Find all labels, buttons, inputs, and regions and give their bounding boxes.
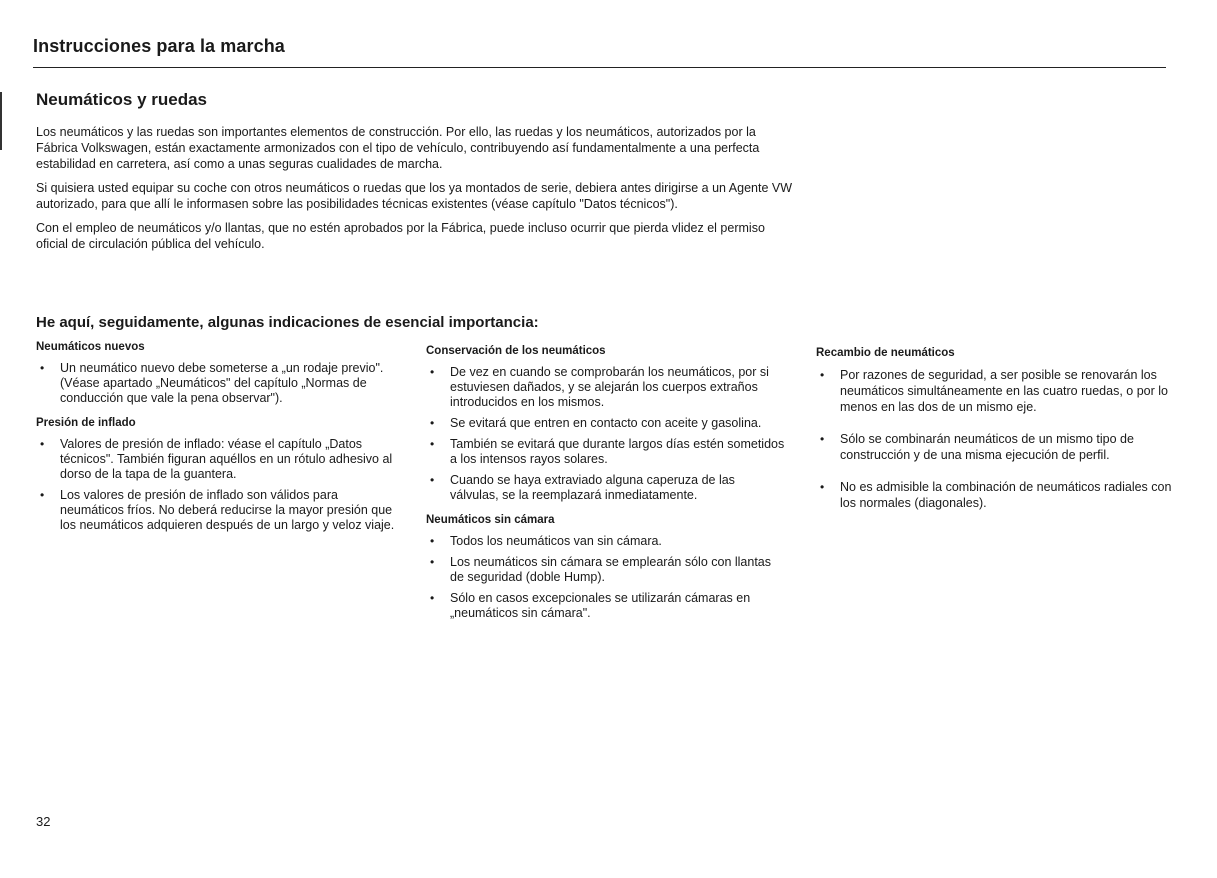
bullet-icon: • [430, 473, 435, 487]
bullet-icon: • [430, 555, 435, 569]
bullet-list [426, 534, 786, 621]
list-item-text: Los neumáticos sin cámara se emplearán sólo con llantas de seguridad (doble Hump). [450, 555, 772, 584]
column-1 [36, 340, 396, 543]
list-item-text: También se evitará que durante largos días estén sometidos a los intensos rayos solares. [450, 437, 785, 466]
list-item [426, 437, 786, 467]
subsection-heading: Neumáticos nuevos [36, 341, 145, 353]
list-item-text: Sólo se combinarán neumáticos de un mismo tipo de construcción y de una misma ejecución de perfil. [840, 432, 1134, 462]
list-item [426, 555, 786, 585]
page-number: 32 [36, 814, 51, 829]
list-item [426, 534, 786, 549]
list-item-text: Se evitará que entren en contacto con aceite y gasolina. [450, 416, 762, 430]
list-item [426, 473, 786, 503]
bullet-icon: • [430, 591, 435, 605]
list-item-text: Todos los neumáticos van sin cámara. [450, 534, 662, 548]
column-3 [816, 346, 1176, 527]
list-item [36, 437, 396, 482]
page-header-title: Instrucciones para la marcha [33, 36, 285, 56]
subsection-heading: Presión de inflado [36, 417, 136, 429]
bullet-icon: • [430, 534, 435, 548]
bullet-list [36, 361, 396, 406]
list-item [426, 365, 786, 410]
bullet-icon: • [40, 488, 45, 502]
intro-paragraph: Con el empleo de neumáticos y/o llantas, que no estén aprobados por la Fábrica, puede incluso ocurrir que pierda vlidez el permiso oficial de circulación pública del vehículo. [36, 221, 765, 251]
bullet-icon: • [430, 416, 435, 430]
list-item [36, 361, 396, 406]
subsection-heading: Conservación de los neumáticos [426, 345, 606, 357]
list-item-text: Por razones de seguridad, a ser posible se renovarán los neumáticos simultáneamente en las cuatro ruedas, o por lo menos en las dos de un mismo eje. [840, 368, 1168, 414]
bullet-icon: • [430, 365, 435, 379]
list-item-text: Valores de presión de inflado: véase el capítulo „Datos técnicos". También figuran aquéllos en un rótulo adhesivo al dorso de la tapa de la guantera. [60, 437, 393, 481]
list-item [426, 416, 786, 431]
intro-paragraph: Los neumáticos y las ruedas son importantes elementos de construcción. Por ello, las ruedas y los neumáticos, autorizados por la Fábrica Volkswagen, están exactamente armonizados con el tipo de vehículo, contribuyendo así fundamentalmente a una perfecta estabilidad en carretera, así como a unas seguras cualidades de marcha. [36, 125, 760, 171]
intro-paragraph: Si quisiera usted equipar su coche con otros neumáticos o ruedas que los ya montados de serie, debiera antes dirigirse a un Agente VW autorizado, para que allí le informasen sobre las posibilidades técnicas existentes (véase capítulo "Datos técnicos"). [36, 181, 792, 211]
list-item [816, 431, 1176, 463]
bullet-icon: • [430, 437, 435, 451]
header-rule [33, 67, 1166, 68]
bullet-icon: • [820, 368, 825, 382]
list-item [426, 591, 786, 621]
bullet-list [426, 365, 786, 503]
section-title: Neumáticos y ruedas [36, 90, 208, 109]
subsection-heading: Recambio de neumáticos [816, 347, 955, 359]
list-item-text: Un neumático nuevo debe someterse a „un rodaje previo". (Véase apartado „Neumáticos" del capítulo „Normas de conducción que vale la pena observar"). [60, 361, 384, 405]
list-item [816, 479, 1176, 511]
column-2 [426, 344, 786, 631]
lead-heading: He aquí, seguidamente, algunas indicaciones de esencial importancia: [36, 314, 539, 331]
subsection-heading: Neumáticos sin cámara [426, 514, 555, 526]
edge-mark [0, 92, 2, 150]
bullet-list [816, 367, 1176, 511]
bullet-icon: • [820, 432, 825, 446]
list-item [816, 367, 1176, 415]
list-item [36, 488, 396, 533]
list-item-text: Sólo en casos excepcionales se utilizarán cámaras en „neumáticos sin cámara". [450, 591, 751, 620]
list-item-text: No es admisible la combinación de neumáticos radiales con los normales (diagonales). [840, 480, 1172, 510]
list-item-text: De vez en cuando se comprobarán los neumáticos, por si estuviesen dañados, y se alejarán los cuerpos extraños introducidos en los mismos. [450, 365, 769, 409]
bullet-icon: • [40, 437, 45, 451]
bullet-icon: • [40, 361, 45, 375]
bullet-list [36, 437, 396, 533]
list-item-text: Cuando se haya extraviado alguna caperuza de las válvulas, se la reemplazará inmediatamente. [450, 473, 735, 502]
bullet-icon: • [820, 480, 825, 494]
list-item-text: Los valores de presión de inflado son válidos para neumáticos fríos. No deberá reducirse la mayor presión que los neumáticos adquieren después de un largo y veloz viaje. [60, 488, 395, 532]
intro-text [36, 124, 796, 260]
